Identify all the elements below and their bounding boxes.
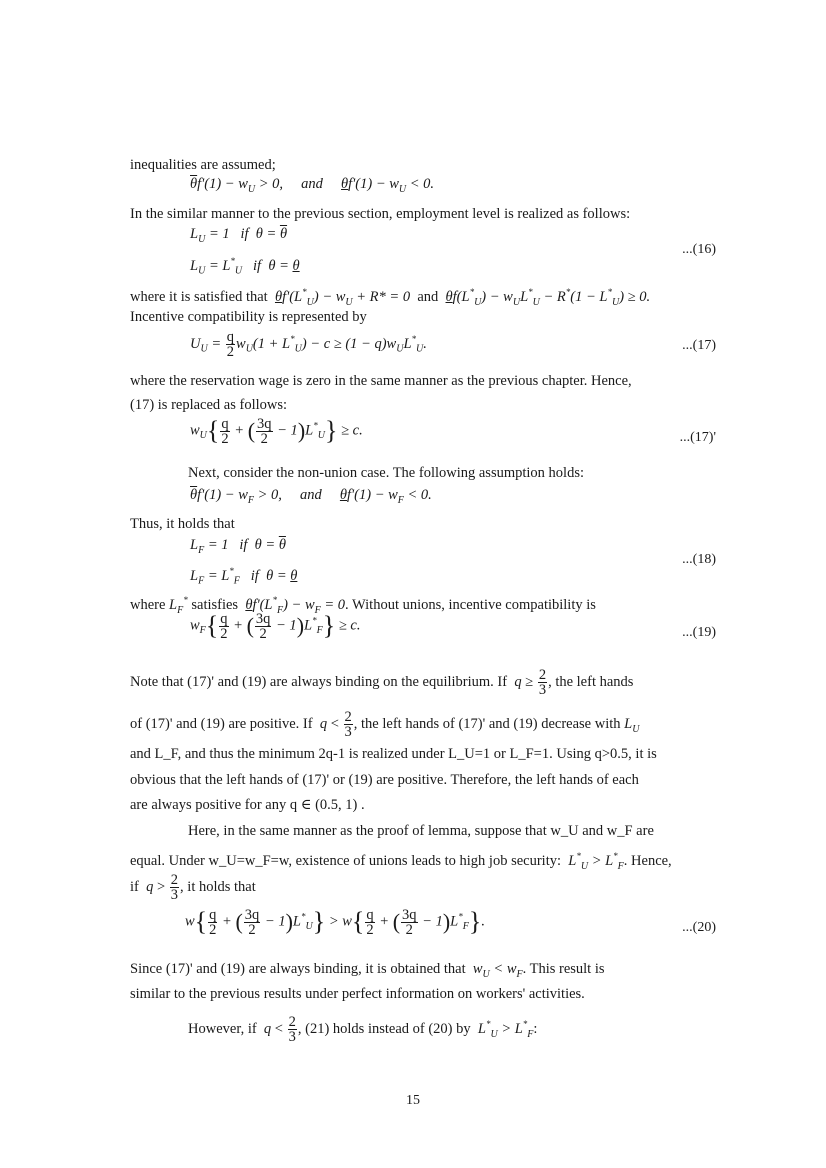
text-line: where it is satisfied that $\theta f'(L^*_U) - w_U + R* = 0$ and $\theta f(L^*_U) - w_UL^*_U - R^*(1 - L^*_U) \ge 0$. — [130, 287, 651, 308]
equation-number: ...(17)' — [679, 430, 716, 445]
text-line: In the similar manner to the previous section, employment level is realized as follows: — [130, 206, 631, 222]
text-line: Next, consider the non-union case. The following assumption holds: — [188, 465, 585, 481]
text-line: Incentive compatibility is represented by — [130, 309, 367, 325]
equation-18b: $L_F = L^*_F$ if θ = θ — [190, 566, 298, 587]
equation-number: ...(19) — [682, 625, 716, 640]
text-line: Here, in the same manner as the proof of lemma, suppose that w_U and w_F are — [188, 823, 654, 839]
equation-16b: $L_U = L^*_U$ if θ = θ — [190, 256, 300, 277]
text-line: where the reservation wage is zero in the same manner as the previous chapter. Hence, — [130, 373, 632, 389]
equation-number: ...(18) — [682, 552, 716, 567]
equation-17-prime: $w_U${ $\frac{q}{2}$ + ( $\frac{3q}{2}$ − $1)L^*_U\} \ge c$. — [190, 415, 363, 447]
text-line: (17) is replaced as follows: — [130, 397, 288, 413]
equation-number: ...(20) — [682, 920, 716, 935]
text-line: where $L_F^*$ satisfies $\theta f'(L^*_F) - w_F = 0$. Without unions, incentive compatibility is — [130, 595, 596, 616]
equation-17: $U_U$ = $\frac{q}{2}$ $w_U(1 + L^*_U) - c \ge (1 - q)w_UL^*_U$. — [190, 329, 427, 360]
text-line: of (17)' and (19) are positive. If q < $\frac{2}{3}$ , the left hands of (17)' and (19) decrease with $L_U$ — [130, 709, 640, 740]
equation-number: ...(17) — [682, 338, 716, 353]
equation-20: w{ $\frac{q}{2}$ + ( $\frac{3q}{2}$ − $1)L^*_U\} > w${ $\frac{q}{2}$ + ( $\frac{3q}{2}$ − $1)L^*_F$}. — [185, 906, 485, 938]
text-line: obvious that the left hands of (17)' or (19) are positive. Therefore, the left hands of each — [130, 772, 639, 788]
text-line: Note that (17)' and (19) are always binding on the equilibrium. If q ≥ $\frac{2}{3}$ , the left hands — [130, 667, 634, 698]
text-line: Since (17)' and (19) are always binding, it is obtained that $w_U < w_F$. This result is — [130, 961, 605, 980]
equation-assumption-nonunion: $\overline{\theta}f'(1) - w_F > 0$, and $\theta f'(1) - w_F < 0$. — [190, 487, 432, 506]
equation-assumption: $\overline{\theta}f'(1) - w_U > 0$, and $\theta f'(1) - w_U < 0$. — [190, 176, 435, 195]
equation-18a: $L_F = 1$ if $\theta = \overline{\theta}$ — [190, 537, 286, 556]
text-line: if q > $\frac{2}{3}$ , it holds that — [130, 872, 256, 903]
equation-16a: $L_U = 1$ if $\theta = \overline{\theta}$ — [190, 226, 288, 245]
text-line: are always positive for any q ∈ (0.5, 1) . — [130, 797, 365, 813]
text-line: inequalities are assumed; — [130, 157, 276, 173]
text-line: Thus, it holds that — [130, 516, 235, 532]
text-line: However, if q < $\frac{2}{3}$ , (21) holds instead of (20) by $L^*_U > L^*_F$: — [188, 1014, 538, 1045]
text-line: equal. Under w_U=w_F=w, existence of unions leads to high job security: $L^*_U > L^*_F$. Hence, — [130, 851, 672, 872]
page-number: 15 — [406, 1093, 420, 1108]
equation-19: $w_F${ $\frac{q}{2}$ + ( $\frac{3q}{2}$ − $1)L^*_F\} \ge c$. — [190, 610, 361, 642]
equation-number: ...(16) — [682, 242, 716, 257]
text-line: similar to the previous results under perfect information on workers' activities. — [130, 986, 585, 1002]
text-line: and L_F, and thus the minimum 2q-1 is realized under L_U=1 or L_F=1. Using q>0.5, it is — [130, 746, 657, 762]
